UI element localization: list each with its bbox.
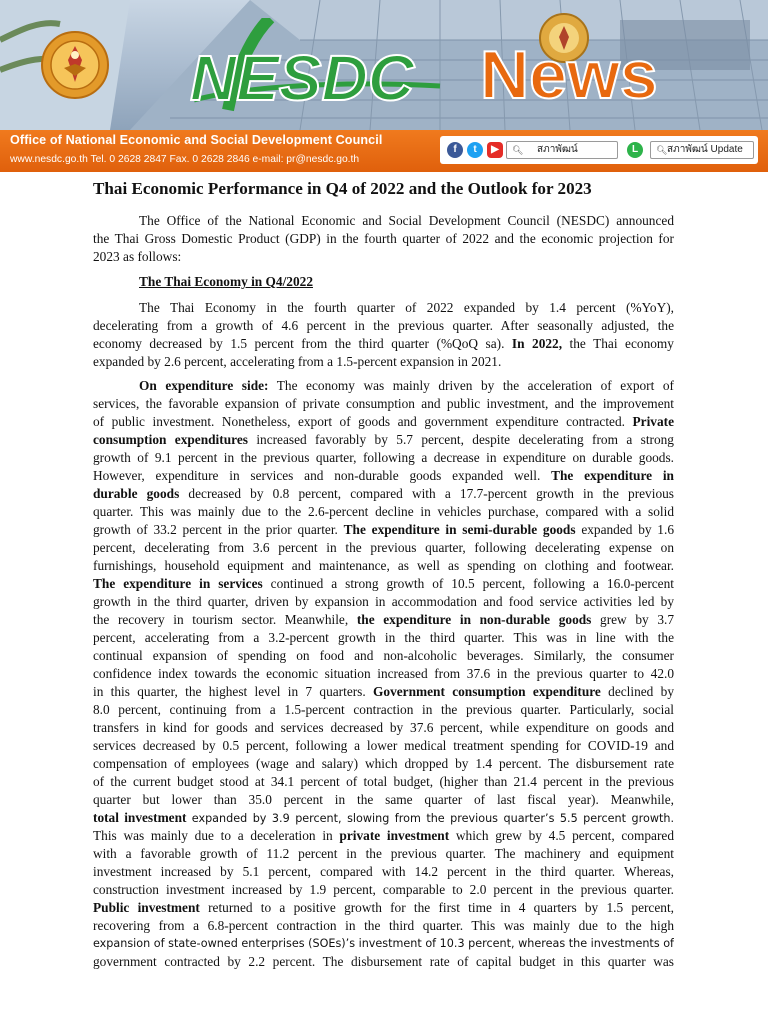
intro-line-1: The Office of the National Economic and Social Development Council (NESDC) announced xyxy=(139,213,674,228)
p2-line-11: furnishings, household equipment and maintenance, as well as spending on clothing and footwear. xyxy=(93,558,674,573)
p1-line-4: expanded by 2.6 percent, accelerating from a 1.5-percent expansion in 2021. xyxy=(93,354,502,369)
logo-news-text: News xyxy=(480,37,658,113)
p2-line-19: 8.0 percent, continuing from a 1.5-percent contraction in the previous quarter. Particularly, social xyxy=(93,702,674,717)
p2-line-15: percent, accelerating from a 3.2-percent growth in the third quarter. This was in line with the xyxy=(93,630,674,645)
p1-line-1: The Thai Economy in the fourth quarter of 2022 expanded by 1.4 percent (%YoY), xyxy=(139,300,674,315)
p2-line-1: On expenditure side: The economy was mainly driven by the acceleration of export of xyxy=(139,378,674,393)
facebook-icon[interactable]: f xyxy=(447,142,463,158)
p2-line-8: quarter. This was mainly due to the 2.6-percent decline in vehicles purchase, compared with a solid xyxy=(93,504,674,519)
social-search-label-1: สภาพัฒน์ xyxy=(537,144,578,155)
p2-line-10: percent, decelerating from 3.6 percent in the previous quarter, following decelerating expense on xyxy=(93,540,674,555)
p2-line-9: growth of 33.2 percent in the prior quarter. The expenditure in semi-durable goods expanded by 1.6 xyxy=(93,522,674,537)
p2-line-5: growth of 9.1 percent in the previous quarter, following a decrease in expenditure on durable goods. xyxy=(93,450,674,465)
youtube-icon[interactable]: ▶ xyxy=(487,142,503,158)
p2-line-30: Public investment returned to a positive growth for the first time in 4 quarters by 1.5 percent, xyxy=(93,900,674,915)
p2-line-14: the recovery in tourism sector. Meanwhile, the expenditure in non-durable goods grew by 3.7 xyxy=(93,612,674,627)
social-search-box-2[interactable] xyxy=(650,141,754,159)
p2-line-12: The expenditure in services continued a strong growth of 10.5 percent, following a 16.0-percent xyxy=(93,576,674,591)
p2-line-3: of public investment. Nonetheless, export of goods and government expenditure contracted. Private xyxy=(93,414,674,429)
p2-line-23: of the current budget stood at 34.1 percent of total budget, (higher than 21.4 percent in the previous xyxy=(93,774,674,789)
nesdc-news-logo xyxy=(180,18,700,126)
p2-line-25: total investment expanded by 3.9 percent, slowing from the previous quarter’s 5.5 percent growth. xyxy=(93,810,674,825)
p2-line-2: services, the favorable expansion of private consumption and public investment, and the improvement xyxy=(93,396,674,411)
p2-line-31: recovering from a 6.8-percent contraction in the third quarter. This was mainly due to the high xyxy=(93,918,674,933)
social-search-label-2: สภาพัฒน์ Update xyxy=(667,144,743,155)
article-title: Thai Economic Performance in Q4 of 2022 and the Outlook for 2023 xyxy=(93,179,592,198)
p2-line-28: investment increased by 5.1 percent, compared with 14.2 percent in the third quarter. Whereas, xyxy=(93,864,674,879)
section-heading: The Thai Economy in Q4/2022 xyxy=(139,274,313,289)
intro-line-3: 2023 as follows: xyxy=(93,249,182,264)
nesdc-seal-icon xyxy=(40,20,110,110)
p2-line-33: government contracted by 2.2 percent. The disbursement rate of capital budget in this quarter was xyxy=(93,954,674,969)
logo-nesdc-text: NESDC xyxy=(190,42,415,114)
intro-line-2: the Thai Gross Domestic Product (GDP) in the fourth quarter of 2022 and the economic projection for xyxy=(93,231,674,246)
line-app-icon[interactable]: L xyxy=(627,142,643,158)
p2-line-21: services decreased by 0.5 percent, following a lower medical treatment spending for COVID-19 and xyxy=(93,738,674,753)
p2-line-27: with a favorable growth of 11.2 percent in the previous quarter. The machinery and equipment xyxy=(93,846,674,861)
twitter-icon[interactable]: t xyxy=(467,142,483,158)
p2-line-22: compensation of employees (wage and salary) which dropped by 1.4 percent. The disbursement rate xyxy=(93,756,674,771)
office-name: Office of National Economic and Social Development Council xyxy=(10,133,383,147)
p2-line-26: This was mainly due to a deceleration in private investment which grew by 4.5 percent, compared xyxy=(93,828,674,843)
p2-line-16: continual expansion of spending on food and non-alcoholic beverages. Similarly, the consumer xyxy=(93,648,674,663)
header-banner xyxy=(0,0,768,172)
p2-line-20: transfers in kind for goods and services decreased by 37.6 percent, while expenditure on goods and xyxy=(93,720,674,735)
p2-line-7: durable goods decreased by 0.8 percent, compared with a 17.7-percent growth in the previous xyxy=(93,486,674,501)
p2-line-32: expansion of state-owned enterprises (SOEs)’s investment of 10.3 percent, whereas the investments of xyxy=(93,937,674,950)
p1-line-3: economy decreased by 1.5 percent from the third quarter (%QoQ sa). In 2022, the Thai economy xyxy=(93,336,674,351)
p1-line-2: decelerating from a growth of 4.6 percent in the previous quarter. After seasonally adjusted, the xyxy=(93,318,674,333)
social-search-box-1[interactable] xyxy=(506,141,618,159)
p2-line-13: growth in the third quarter, driven by expansion in accommodation and food service activities led by xyxy=(93,594,674,609)
p2-line-24: quarter but lower than 35.0 percent in the same quarter of last fiscal year). Meanwhile, xyxy=(93,792,674,807)
p2-line-29: construction investment increased by 1.9 percent, comparable to 2.0 percent in the previous quarter. xyxy=(93,882,674,897)
search-icon: 🔍︎ xyxy=(512,145,524,155)
p2-line-4: consumption expenditures increased favorably by 5.7 percent, despite decelerating from a strong xyxy=(93,432,674,447)
p2-line-6: However, expenditure in services and non-durable goods expanded well. The expenditure in xyxy=(93,468,674,483)
contact-info: www.nesdc.go.th Tel. 0 2628 2847 Fax. 0 2628 2846 e-mail: pr@nesdc.go.th xyxy=(10,154,360,165)
p2-line-17: confidence index towards the economic situation increased from 37.6 in the previous quarter to 42.0 xyxy=(93,666,674,681)
p2-line-18: in this quarter, the highest level in 7 quarters. Government consumption expenditure declined by xyxy=(93,684,674,699)
search-icon: 🔍︎ xyxy=(656,145,668,155)
